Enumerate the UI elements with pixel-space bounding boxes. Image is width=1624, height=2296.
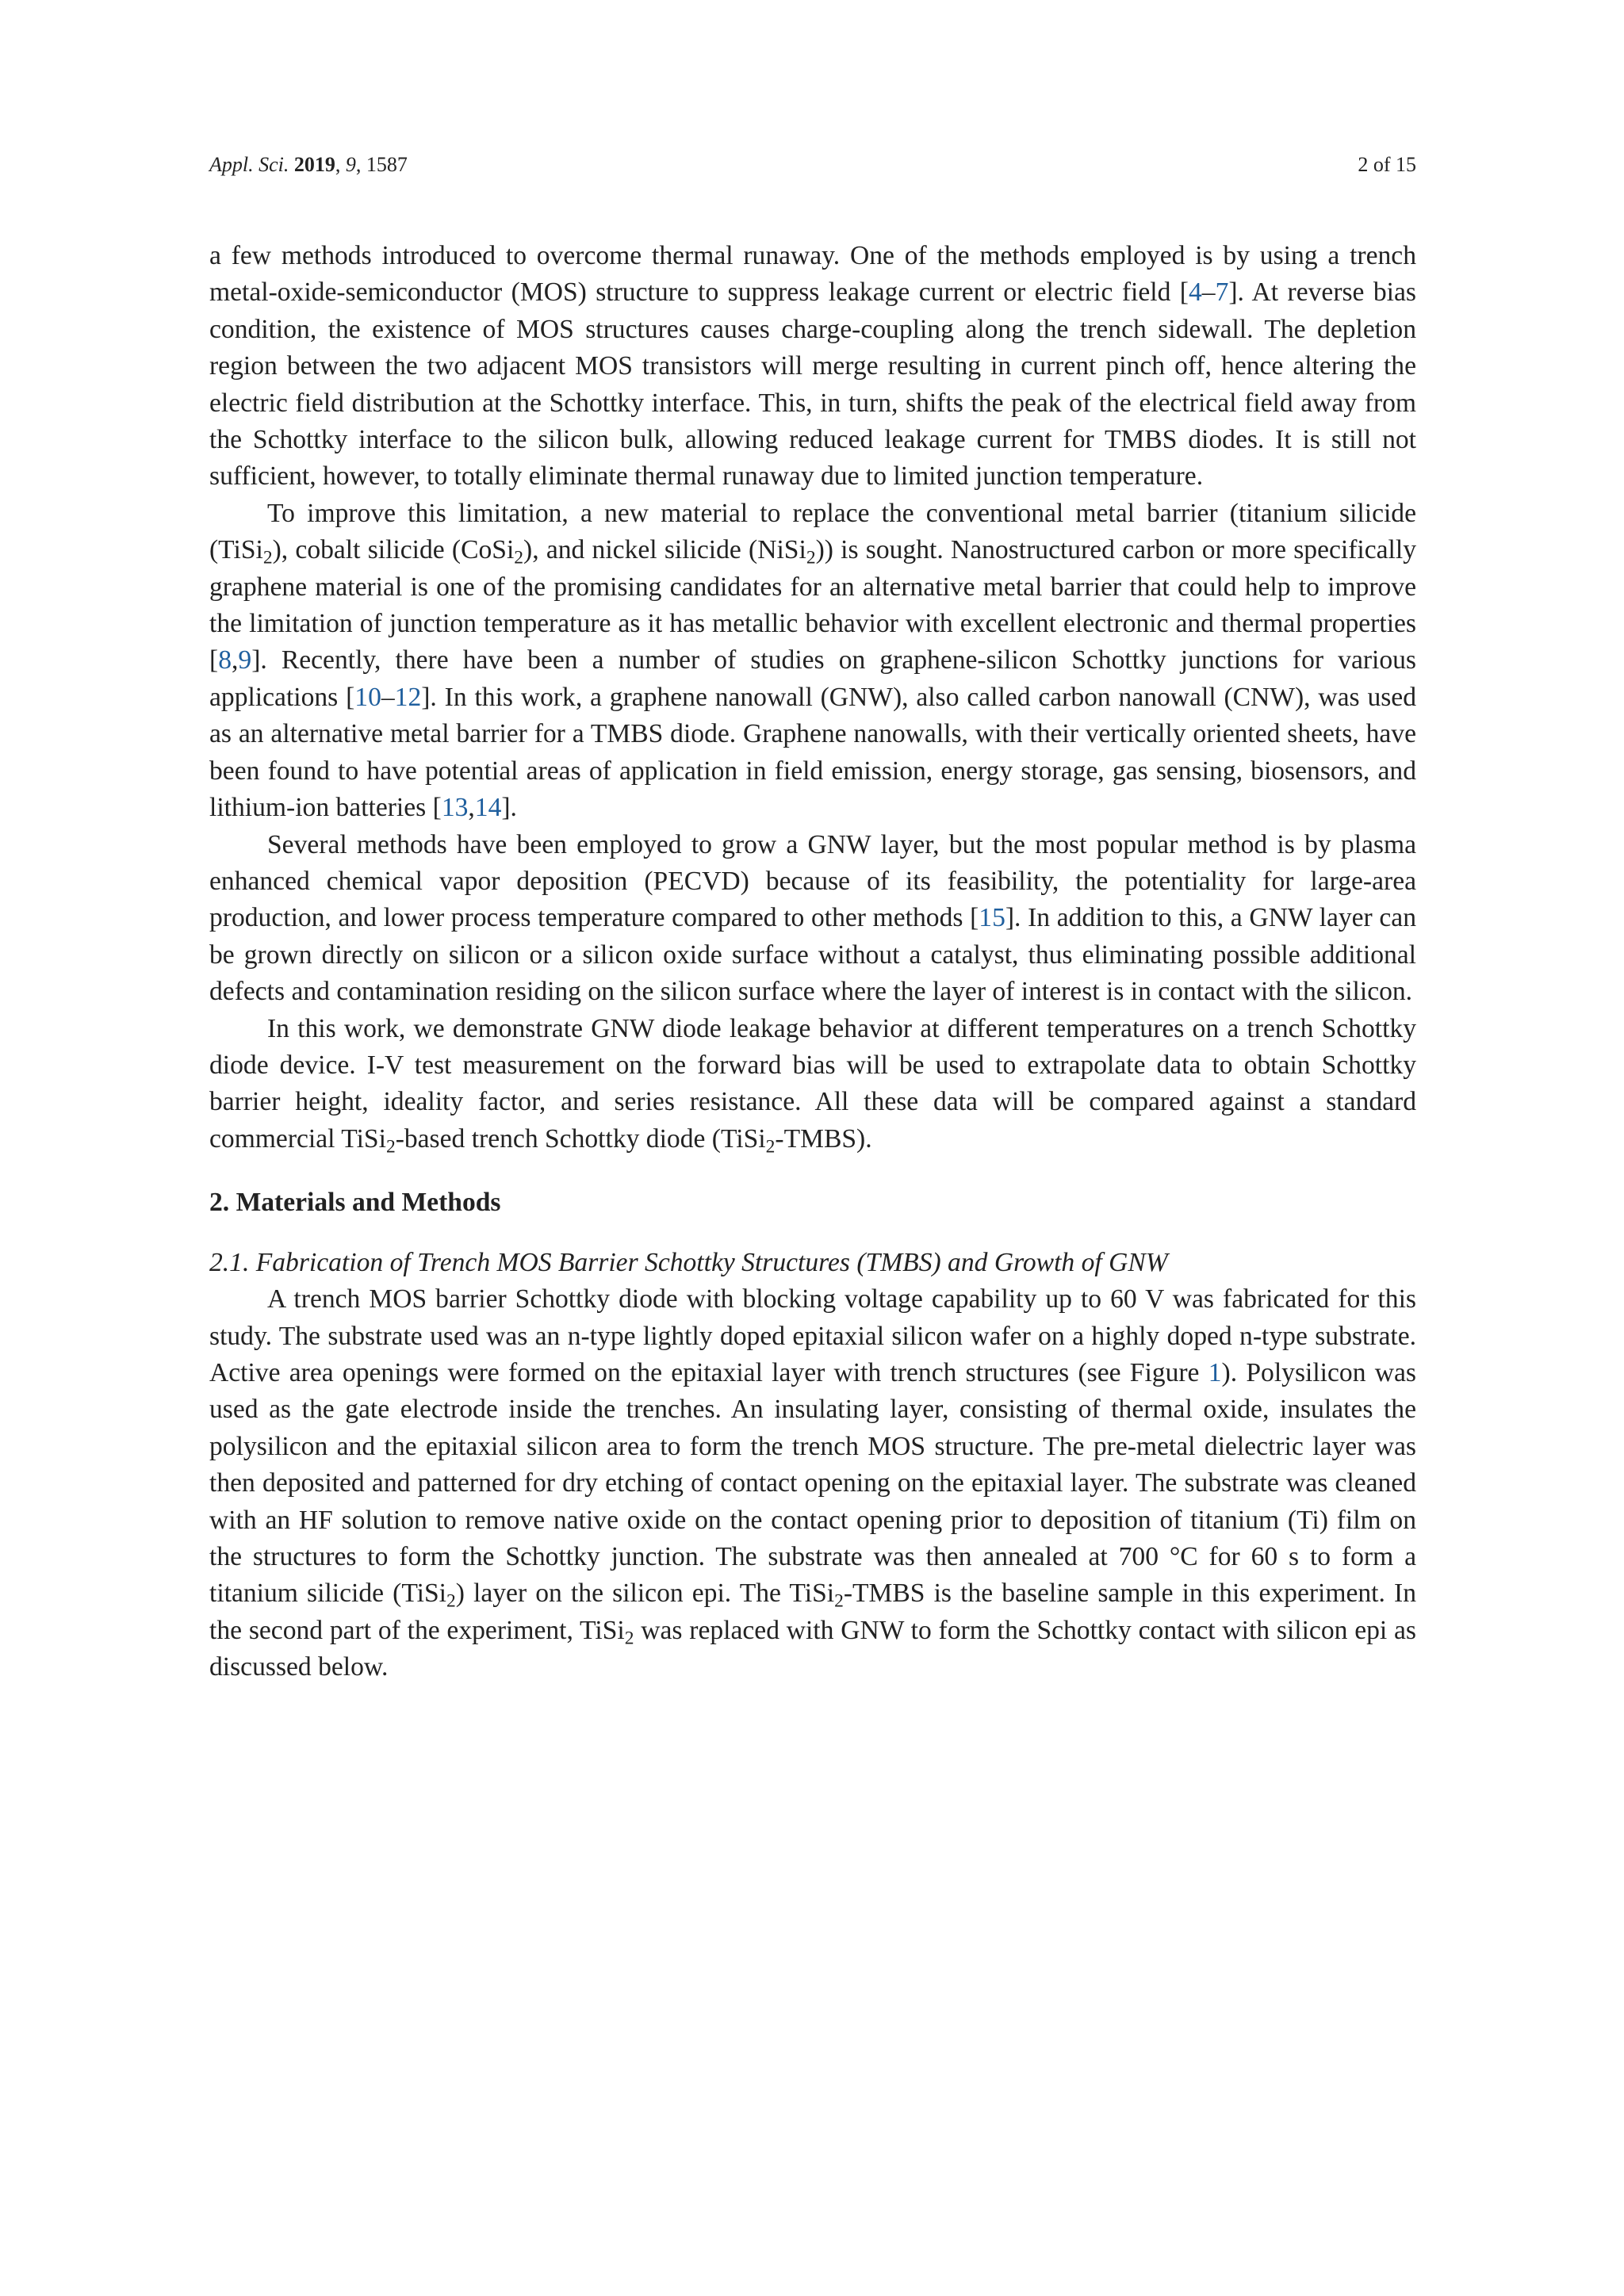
citation-link[interactable]: 9 <box>238 645 252 675</box>
paragraph-4: In this work, we demonstrate GNW diode leakage behavior at different temperatures on a trench Schottky diode device. I-V test measurement on the forward bias will be used to extrapolate data to obtain Schottky barrier height, ideality factor, and series resistance. All these data will be compared against a standard commercial TiSi$_2$-based trench Schottky diode (TiSi$_2$-TMBS). <box>209 1013 1416 1158</box>
article-body <box>209 238 1416 1686</box>
citation-link[interactable]: 12 <box>394 682 422 712</box>
journal-volume: 9 <box>345 153 356 176</box>
article-number: 1587 <box>366 153 408 176</box>
paragraph-2: To improve this limitation, a new material to replace the conventional metal barrier (titanium silicide (TiSi$_2$), cobalt silicide (CoSi$_2$), and nickel silicide (NiSi$_2$)) is sought. Nanostructured carbon or more specifically graphene material is one of the promising candidates for an alternative metal barrier that could help to improve the limitation of junction temperature as it has metallic behavior with excellent electronic and thermal properties [8,9]. Recently, there have been a number of studies on graphene-silicon Schottky junctions for various applications [10–12]. In this work, a graphene nanowall (GNW), also called carbon nanowall (CNW), was used as an alternative metal barrier for a TMBS diode. Graphene nanowalls, with their vertically oriented sheets, have been found to have potential areas of application in field emission, energy storage, gas sensing, biosensors, and lithium-ion batteries [13,14]. <box>209 498 1416 823</box>
citation-link[interactable]: 13 <box>441 793 469 823</box>
citation-link[interactable]: 8 <box>218 645 232 675</box>
paragraph-1: a few methods introduced to overcome thermal runaway. One of the methods employed is by using a trench metal-oxide-semiconductor (MOS) structure to suppress leakage current or electric field [4–7]. At reverse bias condition, the existence of MOS structures causes charge-coupling along the trench sidewall. The depletion region between the two adjacent MOS transistors will merge resulting in current pinch off, hence altering the electric field distribution at the Schottky interface. This, in turn, shifts the peak of the electrical field away from the Schottky interface to the silicon bulk, allowing reduced leakage current for TMBS diodes. It is still not sufficient, however, to totally eliminate thermal runaway due to limited junction temperature. <box>209 241 1416 492</box>
figure-link[interactable]: 1 <box>1208 1357 1222 1387</box>
paragraph-5: A trench MOS barrier Schottky diode with blocking voltage capability up to 60 V was fabricated for this study. The substrate used was an n-type lightly doped epitaxial silicon wafer on a highly doped n-type substrate. Active area openings were formed on the epitaxial layer with trench structures (see Figure 1). Polysilicon was used as the gate electrode inside the trenches. An insulating layer, consisting of thermal oxide, insulates the polysilicon and the epitaxial silicon area to form the trench MOS structure. The pre-metal dielectric layer was then deposited and patterned for dry etching of contact opening on the epitaxial layer. The substrate was cleaned with an HF solution to remove native oxide on the contact opening prior to deposition of titanium (Ti) film on the structures to form the Schottky junction. The substrate was then annealed at 700 °C for 60 s to form a titanium silicide (TiSi$_2$) layer on the silicon epi. The TiSi$_2$-TMBS is the baseline sample in this experiment. In the second part of the experiment, TiSi$_2$ was replaced with GNW to form the Schottky contact with silicon epi as discussed below. <box>209 1284 1416 1682</box>
section-heading: 2. Materials and Methods <box>209 1188 501 1218</box>
citation-link[interactable]: 4 <box>1188 277 1202 308</box>
journal-citation: Appl. Sci. 2019, 9, 1587 <box>209 153 408 176</box>
citation-link[interactable]: 7 <box>1215 277 1229 308</box>
citation-link[interactable]: 10 <box>354 682 381 712</box>
running-header <box>209 151 1416 179</box>
page-number: 2 of 15 <box>1358 153 1416 176</box>
journal-year: 2019 <box>293 153 335 176</box>
subsection-heading: 2.1. Fabrication of Trench MOS Barrier Schottky Structures (TMBS) and Growth of GNW <box>209 1248 1168 1278</box>
citation-link[interactable]: 15 <box>979 903 1005 933</box>
journal-abbr: Appl. Sci. <box>209 153 289 176</box>
citation-link[interactable]: 14 <box>474 793 502 823</box>
paragraph-3: Several methods have been employed to grow a GNW layer, but the most popular method is by plasma enhanced chemical vapor deposition (PECVD) because of its feasibility, the potentiality for large-area production, and lower process temperature compared to other methods [15]. In addition to this, a GNW layer can be grown directly on silicon or a silicon oxide surface without a catalyst, thus eliminating possible additional defects and contamination residing on the silicon surface where the layer of interest is in contact with the silicon. <box>209 829 1416 1007</box>
